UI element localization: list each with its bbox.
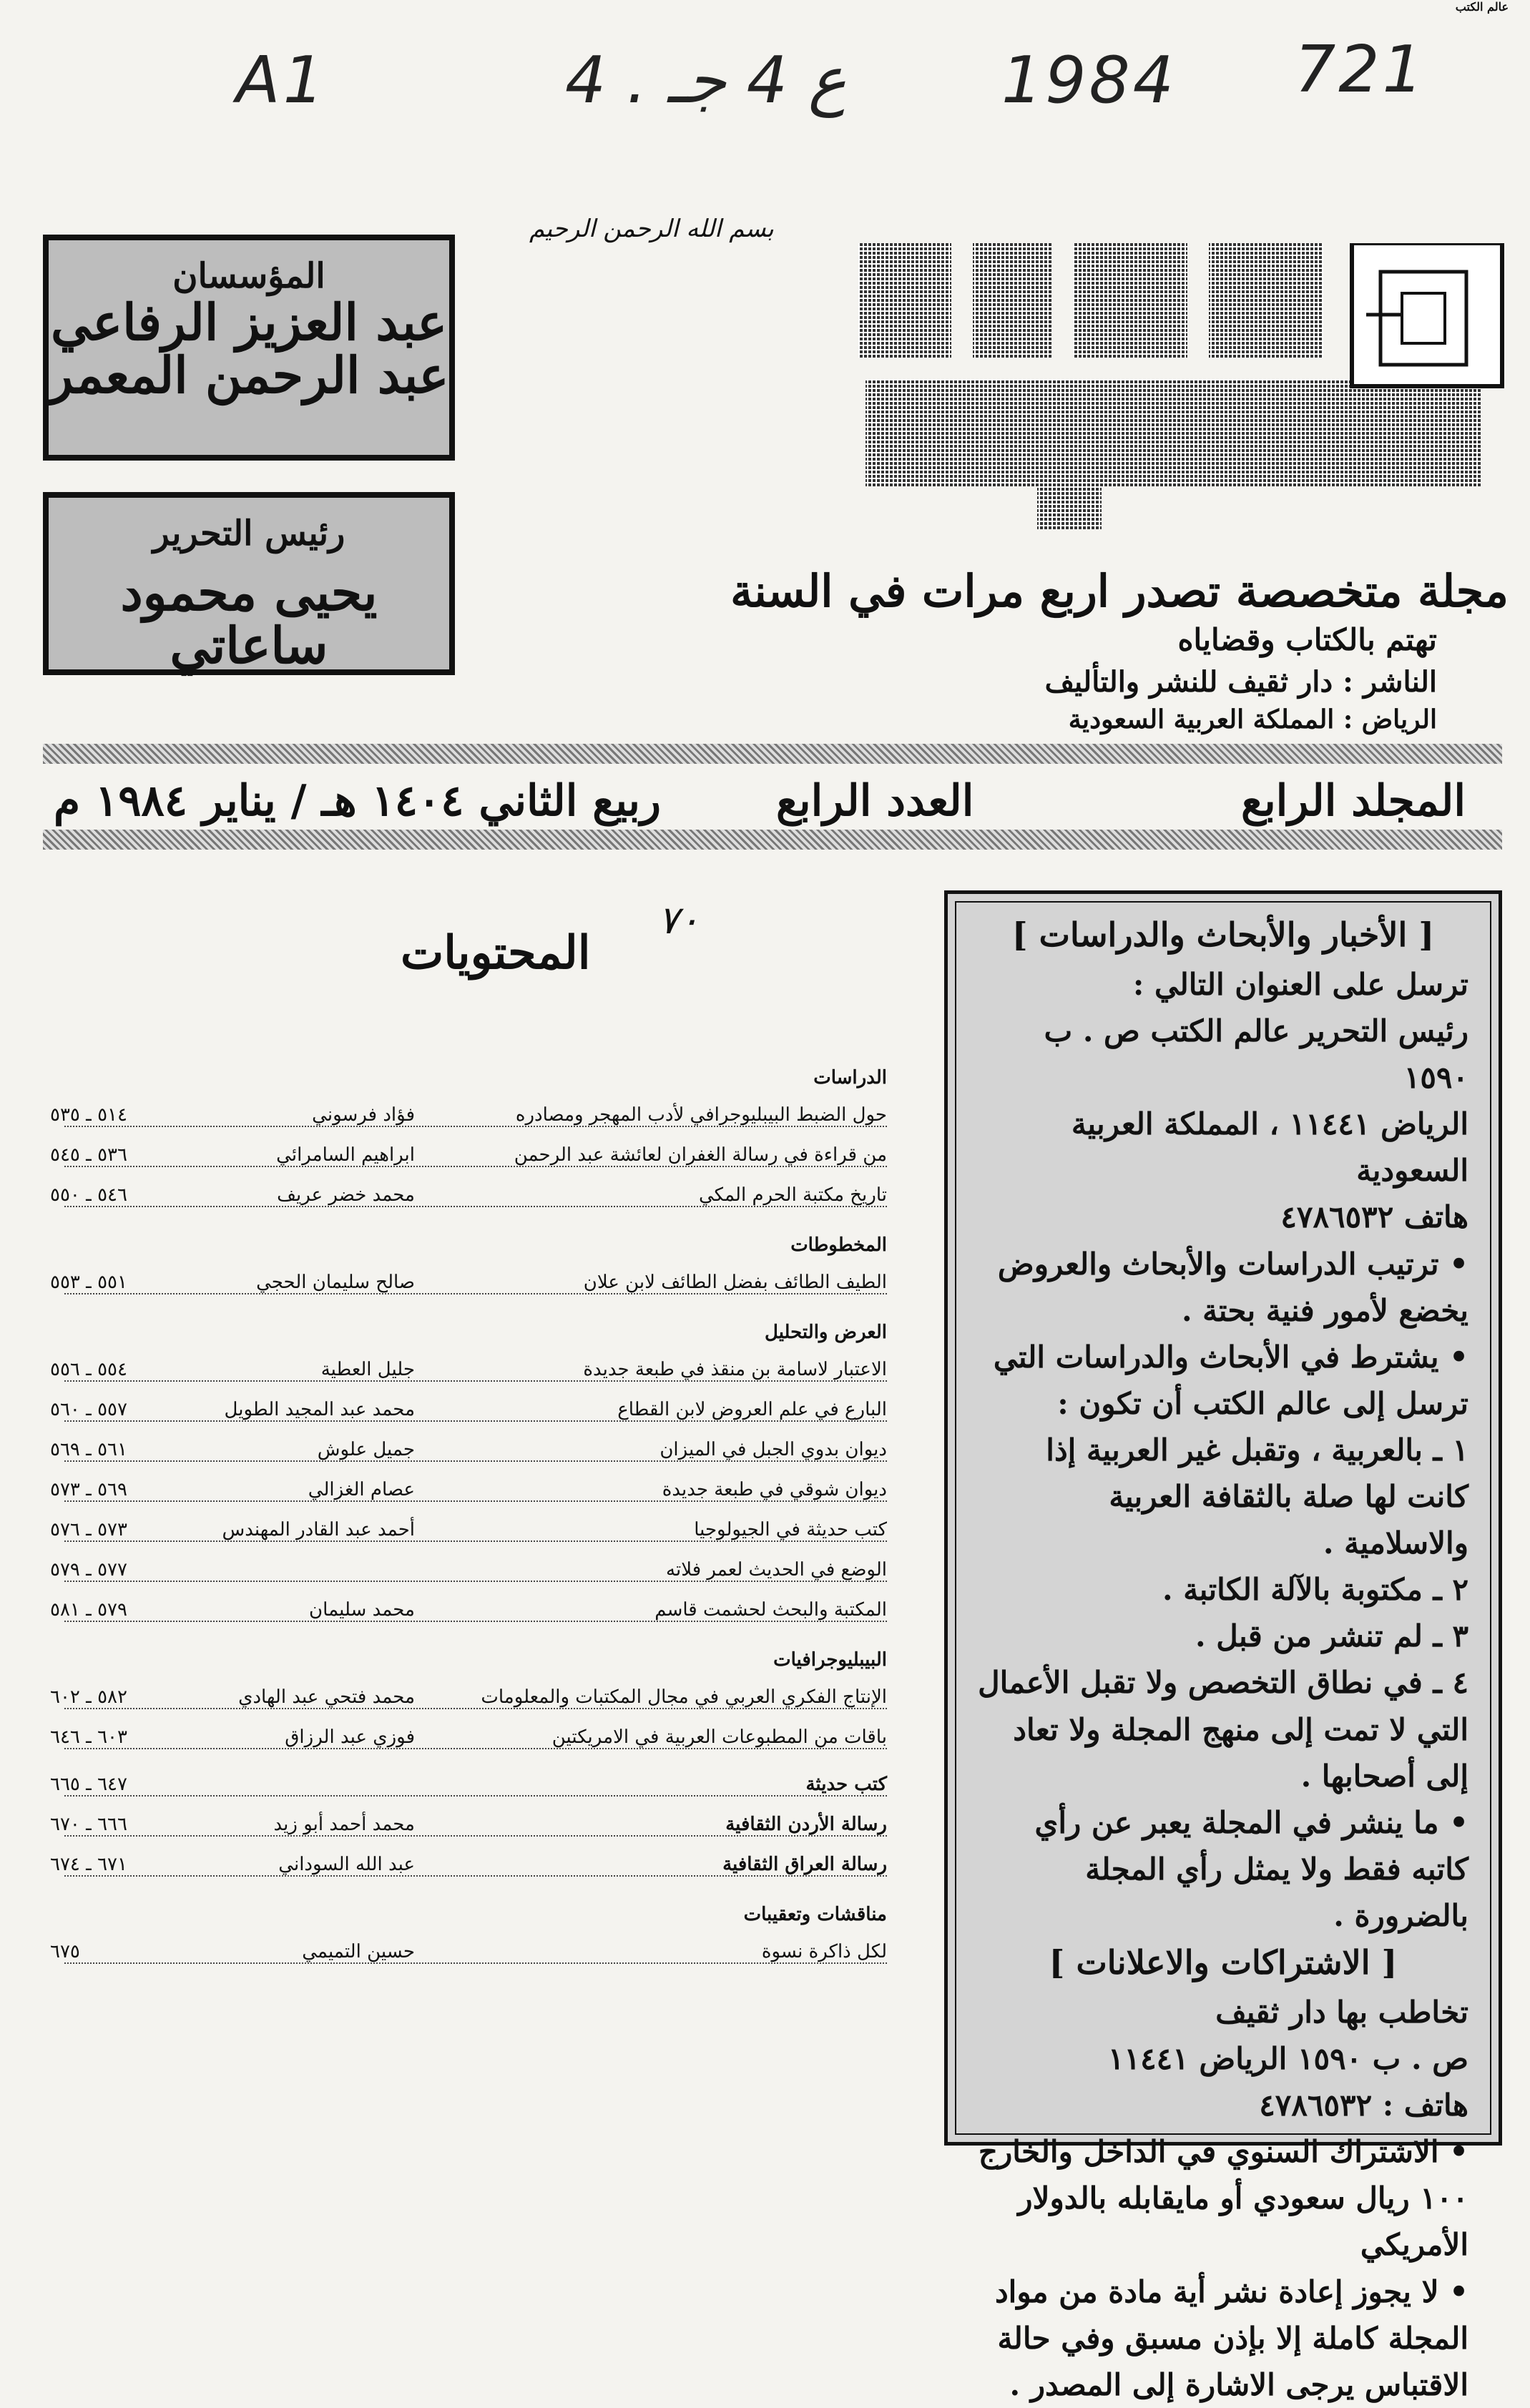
info-line: ترسل على العنوان التالي : (1132, 967, 1468, 1002)
toc-entry-author: محمد عبد المجيد الطويل (224, 1399, 415, 1420)
masthead-location: الرياض : المملكة العربية السعودية (1068, 704, 1437, 734)
toc-entry-pages: ٥٧٩ ـ ٥٨١ (50, 1599, 127, 1621)
info-line: هاتف : ٤٧٨٦٥٣٢ (1259, 2088, 1468, 2123)
toc-entry (50, 1179, 887, 1219)
toc-entry-title: باقات من المطبوعات العربية في الامريكتين (551, 1726, 887, 1748)
toc-entry (50, 1139, 887, 1179)
toc-entry-pages: ٦٤٧ ـ ٦٦٥ (50, 1774, 127, 1795)
toc-entry-pages: ٥١٤ ـ ٥٣٥ (50, 1104, 127, 1126)
toc-entry (50, 1353, 887, 1393)
info-line: الرياض ١١٤٤١ ، المملكة العربية السعودية (1071, 1106, 1468, 1189)
toc-entry-title: المكتبة والبحث لحشمت قاسم (654, 1599, 887, 1621)
toc-section-heading: المخطوطات (790, 1234, 887, 1256)
logo-graphic (851, 243, 1509, 536)
toc-entry-pages: ٥٧٧ ـ ٥٧٩ (50, 1559, 127, 1581)
toc-entry-pages: ٦٦٦ ـ ٦٧٠ (50, 1814, 127, 1835)
masthead-tagline: مجلة متخصصة تصدر اربع مرات في السنة (730, 565, 1509, 617)
toc-entry (50, 1848, 887, 1888)
toc-entry-title: تاريخ مكتبة الحرم المكي (698, 1184, 887, 1206)
issue-date: ربيع الثاني ١٤٠٤ هـ / يناير ١٩٨٤ م (54, 776, 661, 826)
toc-entry-pages: ٥٣٦ ـ ٥٤٥ (50, 1144, 127, 1166)
toc-entry-pages: ٥٦٩ ـ ٥٧٣ (50, 1479, 127, 1500)
toc-entry-pages: ٥٦١ ـ ٥٦٩ (50, 1439, 127, 1460)
toc-entry-title: الإنتاج الفكري العربي في مجال المكتبات والمعلومات (481, 1686, 887, 1708)
info-line: • ما ينشر في المجلة يعبر عن رأي كاتبه فقط ولا يمثل رأي المجلة بالضرورة . (1034, 1804, 1468, 1933)
info-line: ٤ ـ في نطاق التخصص ولا تقبل الأعمال التي لا تمت إلى منهج المجلة ولا تعاد إلى أصحابها . (978, 1665, 1468, 1794)
toc-entry-title: الوضع في الحديث لعمر فلاته (666, 1559, 887, 1581)
toc-entry-title: ديوان بدوي الجبل في الميزان (659, 1439, 887, 1460)
toc-title: المحتويات (401, 926, 591, 980)
toc-entry-author: حسين التميمي (302, 1941, 415, 1962)
info-line: • ترتيب الدراسات والأبحاث والعروض يخضع لأمور فنية بحتة . (997, 1246, 1468, 1328)
toc-entry-title: الطيف الطائف بفضل الطائف لابن علان (583, 1272, 887, 1293)
founders-role: المؤسسان (172, 256, 325, 296)
handwritten-a1: A1 (236, 43, 327, 118)
toc-entry-title: كتب حديثة في الجيولوجيا (694, 1519, 887, 1540)
toc-entry-title: رسالة العراق الثقافية (722, 1854, 887, 1875)
toc-entry-title: حول الضبط البيبليوجرافي لأدب المهجر ومصادره (515, 1104, 887, 1126)
toc-mark: ٧٠ (658, 898, 700, 943)
table-of-contents (50, 1051, 887, 1975)
handwritten-ref: 4 . ع 4 جـ (565, 43, 847, 118)
info-line: ٣ ـ لم تنشر من قبل . (1195, 1618, 1468, 1654)
toc-entry (50, 1513, 887, 1553)
editor-box (44, 493, 453, 674)
toc-entry (50, 1393, 887, 1433)
info-line: ص . ب ١٥٩٠ الرياض ١١٤٤١ (1108, 2041, 1468, 2077)
info-line: هاتف ٤٧٨٦٥٣٢ (1280, 1199, 1468, 1235)
toc-entry-author: أحمد عبد القادر المهندس (222, 1519, 415, 1540)
toc-entry (50, 1266, 887, 1306)
info-line: تخاطب بها دار ثقيف (1215, 1994, 1468, 2030)
toc-entry-author: فؤاد فرسوني (312, 1104, 415, 1126)
masthead-title: عالم الكتب (1455, 0, 1509, 14)
top-band (43, 744, 1502, 764)
founders-box (44, 236, 453, 459)
info-line: ١٠٠ ريال سعودي أو مايقابله بالدولار الأمريكي (1018, 2181, 1468, 2263)
editor-name: يحيى محمود ساعاتي (120, 563, 378, 675)
toc-entry-author: محمد فتحي عبد الهادي (238, 1686, 415, 1708)
toc-entry (50, 1473, 887, 1513)
toc-entry (50, 1935, 887, 1975)
toc-entry-author: عصام الغزالي (308, 1479, 415, 1500)
info-heading-articles: [ الأخبار والأبحاث والدراسات ] (1011, 915, 1435, 954)
toc-entry-pages: ٦٧١ ـ ٦٧٤ (50, 1854, 127, 1875)
toc-entry (50, 1553, 887, 1593)
toc-entry-author: عبد الله السوداني (278, 1854, 415, 1875)
toc-entry (50, 1099, 887, 1139)
toc-entry (50, 1433, 887, 1473)
toc-entry-pages: ٥٥١ ـ ٥٥٣ (50, 1272, 127, 1293)
toc-entry-pages: ٦٠٣ ـ ٦٤٦ (50, 1726, 127, 1748)
issue-volume: المجلد الرابع (1241, 776, 1466, 826)
handwritten-number: 721 (1295, 32, 1426, 107)
toc-entry (50, 1593, 887, 1633)
toc-entry-pages: ٦٧٥ (50, 1941, 80, 1962)
toc-entry-author: محمد أحمد أبو زيد (273, 1814, 415, 1835)
toc-entry-title: كتب حديثة (805, 1774, 887, 1795)
toc-section-heading: العرض والتحليل (765, 1322, 887, 1343)
toc-entry-pages: ٥٥٤ ـ ٥٥٦ (50, 1359, 127, 1380)
toc-section-heading: الدراسات (813, 1067, 887, 1088)
toc-entry-author: جليل العطية (320, 1359, 415, 1380)
masthead-subtitle: تهتم بالكتاب وقضاياه (1177, 622, 1437, 657)
masthead-logo (851, 243, 1509, 536)
toc-entry-pages: ٥٨٢ ـ ٦٠٢ (50, 1686, 127, 1708)
founder-name-2: عبد الرحمن المعمر (49, 345, 449, 405)
toc-entry (50, 1721, 887, 1761)
handwritten-year: 1984 (1001, 43, 1177, 118)
toc-entry-title: البارع في علم العروض لابن القطاع (617, 1399, 887, 1420)
toc-entry (50, 1808, 887, 1848)
toc-entry (50, 1768, 887, 1808)
toc-section-heading: البيبليوجرافيات (773, 1649, 887, 1671)
info-line: • الاشتراك السنوي في الداخل والخارج (978, 2134, 1468, 2170)
issue-number: العدد الرابع (776, 776, 974, 826)
toc-entry-author: ابراهيم السامرائي (276, 1144, 415, 1166)
basmala: بسم الله الرحمن الرحيم (529, 215, 774, 243)
editor-role: رئيس التحرير (152, 513, 345, 554)
bottom-band (43, 830, 1502, 850)
toc-section-heading: مناقشات وتعقيبات (743, 1904, 887, 1925)
info-line: رئيس التحرير عالم الكتب ص . ب ١٥٩٠ (1044, 1013, 1468, 1096)
toc-entry-title: من قراءة في رسالة الغفران لعائشة عبد الرحمن (514, 1144, 887, 1166)
info-line: ١ ـ بالعربية ، وتقبل غير العربية إذا كانت لها صلة بالثقافة العربية والاسلامية . (1046, 1432, 1468, 1561)
toc-entry-author: فوزي عبد الرزاق (285, 1726, 415, 1748)
founder-name-1: عبد العزيز الرفاعي (51, 293, 447, 352)
toc-entry (50, 1681, 887, 1721)
toc-entry-author: صالح سليمان الحجي (256, 1272, 415, 1293)
masthead-publisher: الناشر : دار ثقيف للنشر والتأليف (1044, 665, 1437, 699)
toc-entry-title: ديوان شوقي في طبعة جديدة (662, 1479, 887, 1500)
info-line: • يشترط في الأبحاث والدراسات التي ترسل إلى عالم الكتب أن تكون : (993, 1339, 1468, 1421)
toc-entry-pages: ٥٤٦ ـ ٥٥٠ (50, 1184, 127, 1206)
info-line: ٢ ـ مكتوبة بالآلة الكاتبة . (1162, 1572, 1468, 1608)
toc-entry-pages: ٥٥٧ ـ ٥٦٠ (50, 1399, 127, 1420)
info-heading-subscriptions: [ الاشتراكات والاعلانات ] (1049, 1942, 1398, 1982)
info-box (944, 890, 1502, 2402)
info-line: • لا يجوز إعادة نشر أية مادة من مواد المجلة كاملة إلا بإذن مسبق وفي حالة الاقتباس يرجى الاشارة إلى المصدر . (994, 2274, 1468, 2402)
toc-entry-author: جميل علوش (317, 1439, 415, 1460)
toc-entry-title: لكل ذاكرة نسوة (761, 1941, 887, 1962)
toc-entry-author: محمد سليمان (309, 1599, 415, 1621)
toc-entry-title: رسالة الأردن الثقافية (725, 1814, 887, 1835)
toc-entry-author: محمد خضر عريف (277, 1184, 415, 1206)
toc-entry-pages: ٥٧٣ ـ ٥٧٦ (50, 1519, 127, 1540)
toc-entry-title: الاعتبار لاسامة بن منقذ في طبعة جديدة (583, 1359, 887, 1380)
